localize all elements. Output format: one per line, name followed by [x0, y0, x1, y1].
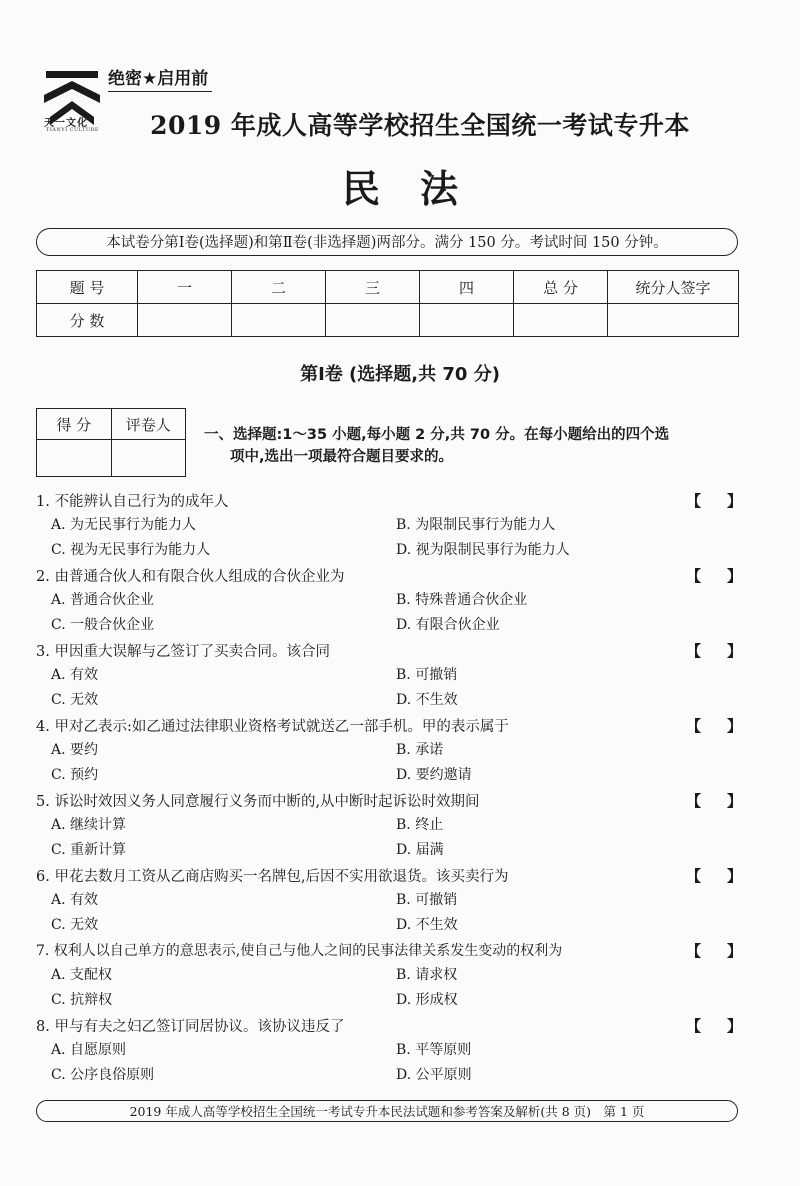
section-heading-line2: 项中,选出一项最符合题目要求的。 — [230, 449, 454, 465]
option-d: D. 公平原则 — [396, 1067, 472, 1083]
bracket-right: 】 — [726, 1017, 742, 1035]
secret-label: 绝密★启用前 — [108, 64, 212, 92]
option-c: C. 无效 — [51, 917, 99, 933]
option-c: C. 重新计算 — [51, 842, 127, 858]
grader-score-label: 得 分 — [37, 409, 112, 440]
option-b: B. 为限制民事行为能力人 — [396, 517, 556, 533]
exam-title: 2019 年成人高等学校招生全国统一考试专升本 — [150, 111, 690, 140]
score-cell[interactable] — [420, 304, 514, 337]
score-header-cell: 统分人签字 — [608, 271, 739, 304]
option-c: C. 预约 — [51, 767, 99, 783]
option-b: B. 终止 — [396, 817, 444, 833]
bracket-left: 【 — [686, 942, 702, 960]
option-c: C. 一般合伙企业 — [51, 617, 155, 633]
score-header-cell: 总 分 — [514, 271, 608, 304]
option-d: D. 届满 — [396, 842, 444, 858]
option-b: B. 平等原则 — [396, 1042, 472, 1058]
option-d: D. 要约邀请 — [396, 767, 472, 783]
bracket-left: 【 — [686, 867, 702, 885]
answer-bracket[interactable] — [686, 1015, 742, 1036]
option-b: B. 请求权 — [396, 967, 458, 983]
option-c: C. 公序良俗原则 — [51, 1067, 155, 1083]
score-cell[interactable] — [138, 304, 232, 337]
logo-text: 天一文化 — [44, 118, 88, 129]
option-a: A. 自愿原则 — [51, 1042, 127, 1058]
grader-score-cell[interactable] — [37, 440, 112, 477]
question-stem: 2. 由普通合伙人和有限合伙人组成的合伙企业为 — [36, 569, 345, 585]
question-stem: 6. 甲花去数月工资从乙商店购买一名牌包,后因不实用欲退货。该买卖行为 — [36, 869, 509, 885]
bracket-left: 【 — [686, 567, 702, 585]
bracket-left: 【 — [686, 642, 702, 660]
option-a: A. 为无民事行为能力人 — [51, 517, 197, 533]
answer-bracket[interactable] — [686, 865, 742, 886]
bracket-left: 【 — [686, 717, 702, 735]
question-stem: 8. 甲与有夫之妇乙签订同居协议。该协议违反了 — [36, 1019, 345, 1035]
page-footer: 2019 年成人高等学校招生全国统一考试专升本民法试题和参考答案及解析(共 8 页) 第 1 页 — [36, 1100, 738, 1122]
option-b: B. 特殊普通合伙企业 — [396, 592, 528, 608]
bracket-right: 】 — [726, 717, 742, 735]
question-stem: 7. 权利人以自己单方的意思表示,使自己与他人之间的民事法律关系发生变动的权利为 — [36, 943, 563, 959]
score-header-cell: 三 — [326, 271, 420, 304]
bracket-right: 】 — [726, 792, 742, 810]
option-c: C. 抗辩权 — [51, 992, 113, 1008]
answer-bracket[interactable] — [686, 790, 742, 811]
option-d: D. 不生效 — [396, 917, 458, 933]
question-stem: 4. 甲对乙表示:如乙通过法律职业资格考试就送乙一部手机。甲的表示属于 — [36, 719, 509, 735]
option-a: A. 要约 — [51, 742, 99, 758]
bracket-right: 】 — [726, 642, 742, 660]
answer-bracket[interactable] — [686, 640, 742, 661]
option-d: D. 视为限制民事行为能力人 — [396, 542, 570, 558]
bracket-left: 【 — [686, 1017, 702, 1035]
option-a: A. 继续计算 — [51, 817, 127, 833]
option-d: D. 有限合伙企业 — [396, 617, 500, 633]
score-table — [36, 270, 739, 337]
score-header-cell: 一 — [138, 271, 232, 304]
answer-bracket[interactable] — [686, 940, 742, 961]
bracket-left: 【 — [686, 792, 702, 810]
bracket-right: 】 — [726, 492, 742, 510]
part-title: 第Ⅰ卷 (选择题,共 70 分) — [300, 364, 500, 385]
option-a: A. 支配权 — [51, 967, 113, 983]
exam-note: 本试卷分第Ⅰ卷(选择题)和第Ⅱ卷(非选择题)两部分。满分 150 分。考试时间 150 分钟。 — [36, 228, 738, 256]
score-cell[interactable] — [608, 304, 739, 337]
question-stem: 3. 甲因重大误解与乙签订了买卖合同。该合同 — [36, 644, 330, 660]
question-stem: 5. 诉讼时效因义务人同意履行义务而中断的,从中断时起诉讼时效期间 — [36, 794, 480, 810]
option-b: B. 可撤销 — [396, 667, 458, 683]
grader-table — [36, 408, 186, 477]
option-a: A. 有效 — [51, 892, 99, 908]
score-header-cell: 题 号 — [37, 271, 138, 304]
grader-label: 评卷人 — [111, 409, 186, 440]
subject-title: 民法 — [341, 166, 498, 211]
bracket-left: 【 — [686, 492, 702, 510]
score-cell[interactable] — [232, 304, 326, 337]
score-cell[interactable] — [514, 304, 608, 337]
score-cell[interactable] — [326, 304, 420, 337]
option-b: B. 可撤销 — [396, 892, 458, 908]
answer-bracket[interactable] — [686, 490, 742, 511]
score-row-label: 分 数 — [37, 304, 138, 337]
option-a: A. 有效 — [51, 667, 99, 683]
score-table-score-row — [37, 304, 739, 337]
score-header-cell: 二 — [232, 271, 326, 304]
bracket-right: 】 — [726, 942, 742, 960]
option-d: D. 不生效 — [396, 692, 458, 708]
option-c: C. 视为无民事行为能力人 — [51, 542, 211, 558]
option-b: B. 承诺 — [396, 742, 444, 758]
question-stem: 1. 不能辨认自己行为的成年人 — [36, 494, 229, 510]
score-header-cell: 四 — [420, 271, 514, 304]
bracket-right: 】 — [726, 867, 742, 885]
option-d: D. 形成权 — [396, 992, 458, 1008]
logo-subtext: TIANYI CULTURE — [46, 127, 100, 133]
answer-bracket[interactable] — [686, 565, 742, 586]
option-c: C. 无效 — [51, 692, 99, 708]
score-table-header-row — [37, 271, 739, 304]
answer-bracket[interactable] — [686, 715, 742, 736]
bracket-right: 】 — [726, 567, 742, 585]
section-heading — [204, 424, 760, 468]
section-heading-line1: 一、选择题:1～35 小题,每小题 2 分,共 70 分。在每小题给出的四个选 — [204, 427, 670, 443]
grader-name-cell[interactable] — [111, 440, 186, 477]
option-a: A. 普通合伙企业 — [51, 592, 155, 608]
